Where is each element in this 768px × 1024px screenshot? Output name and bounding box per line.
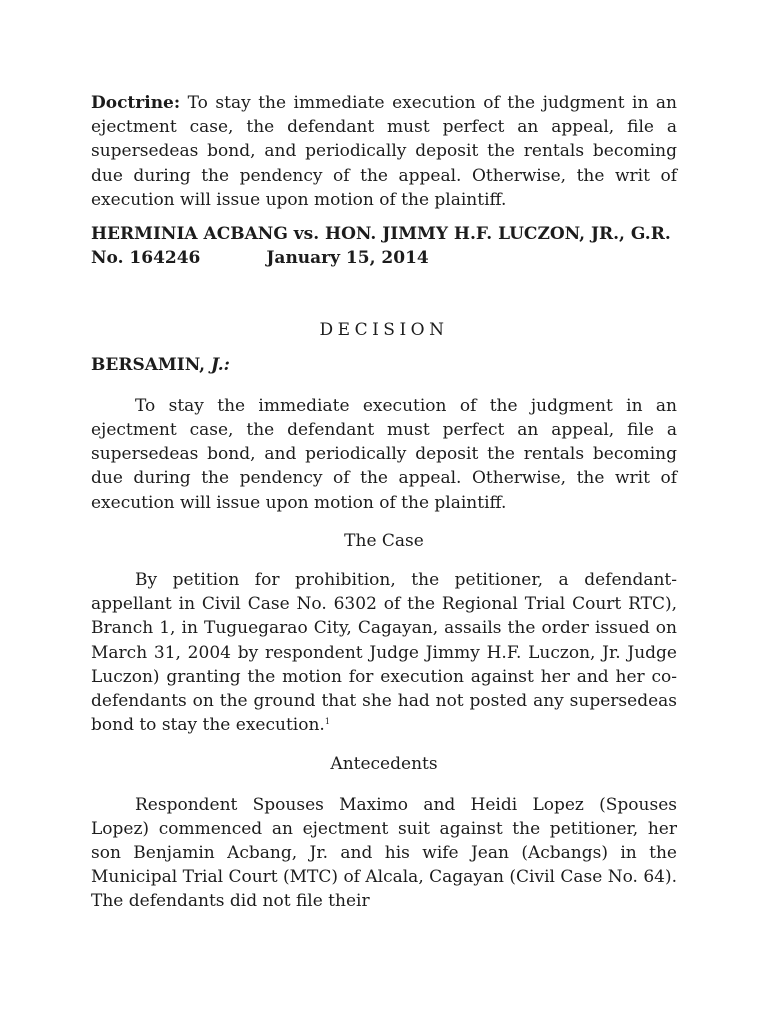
decision-heading: DECISION — [319, 320, 449, 341]
case-paragraph-text: By petition for prohibition, the petitioner, a defendant-appellant in Civil Case No. 6302 of the Regional Trial Court RTC), Branch 1, in Tuguegarao City, Cagayan, assails the order issued on March 31, 2004 by respondent Judge Jimmy H.F. Luczon, Jr. Judge Luczon) granting the motion for execution against her and her co-defendants on the ground that she had not posted any supersedeas bond to stay the execution. — [91, 570, 677, 736]
ponente — [91, 353, 677, 377]
case-paragraph — [91, 568, 677, 737]
section-heading-antecedents: Antecedents — [330, 754, 438, 775]
ponente-suffix: J.: — [210, 354, 230, 375]
antecedents-paragraph: Respondent Spouses Maximo and Heidi Lopez (Spouses Lopez) commenced an ejectment suit against the petitioner, her son Benjamin Acbang, Jr. and his wife Jean (Acbangs) in the Municipal Trial Court (MTC) of Alcala, Cagayan (Civil Case No. 64). The defendants did not file their — [91, 794, 677, 912]
doctrine-paragraph — [91, 91, 677, 212]
section-heading-the-case: The Case — [344, 530, 424, 551]
intro-paragraph: To stay the immediate execution of the judgment in an ejectment case, the defendant must perfect an appeal, file a supersedeas bond, and periodically deposit the rentals becoming due during the pendency of the appeal. Otherwise, the writ of execution will issue upon motion of the plaintiff. — [91, 395, 677, 513]
document-body — [91, 91, 677, 914]
footnote-marker[interactable]: 1 — [324, 717, 330, 727]
doctrine-text: To stay the immediate execution of the judgment in an ejectment case, the defendant must perfect an appeal, file a supersedeas bond, and periodically deposit the rentals becoming due during the pendency of the appeal. Otherwise, the writ of execution will issue upon motion of the plaintiff. — [91, 93, 677, 210]
doctrine-label: Doctrine: — [91, 93, 181, 113]
case-date: January 15, 2014 — [266, 248, 429, 269]
ponente-name: BERSAMIN, — [91, 354, 211, 375]
case-parties: HERMINIA ACBANG vs. HON. JIMMY H.F. LUCZON, JR., G.R. No. 164246 — [91, 224, 671, 269]
case-title — [91, 222, 677, 270]
